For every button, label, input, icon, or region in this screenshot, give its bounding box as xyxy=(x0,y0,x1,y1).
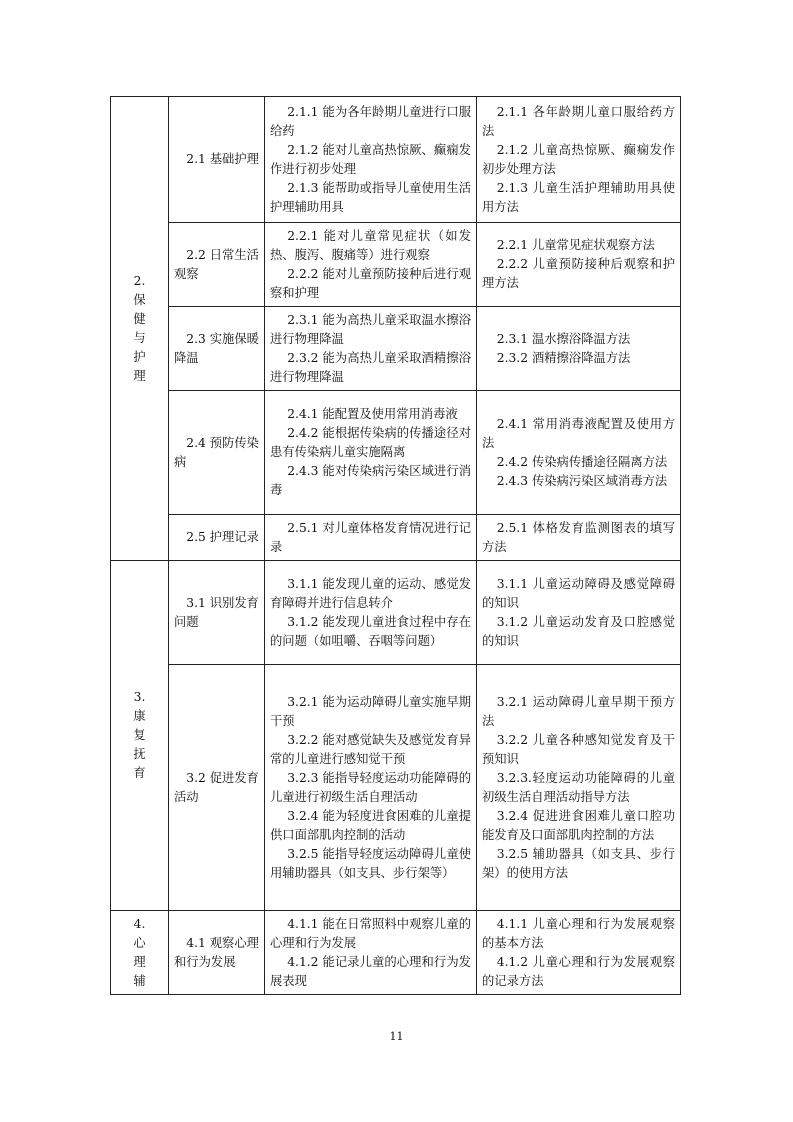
knowledge-item: 3.1.1 儿童运动障碍及感觉障碍的知识 xyxy=(482,576,675,610)
subtopic-cell xyxy=(169,391,265,515)
subtopic-label: 2.2 日常生活观察 xyxy=(174,247,259,281)
skill-item: 2.1.1 能为各年龄期儿童进行口服给药 xyxy=(270,104,471,138)
skill-item: 3.2.1 能为运动障碍儿童实施早期干预 xyxy=(270,694,471,728)
knowledge-item: 2.1.2 儿童高热惊厥、癫痫发作初步处理方法 xyxy=(482,142,675,176)
skill-item: 2.3.1 能为高热儿童采取温水擦浴进行物理降温 xyxy=(270,312,471,346)
table-row xyxy=(111,561,681,665)
knowledge-item: 2.4.1 常用消毒液配置及使用方法 xyxy=(482,416,675,450)
subtopic-label: 2.1 基础护理 xyxy=(186,152,259,166)
section-title-char: 健 xyxy=(133,311,146,326)
knowledge-item: 2.4.2 传染病传播途径隔离方法 xyxy=(496,454,668,469)
section-title-char: 心 xyxy=(133,935,146,950)
section-title-char: 辅 xyxy=(133,973,146,988)
subtopic-label: 2.4 预防传染病 xyxy=(174,435,259,469)
skill-item: 3.2.3 能指导轻度运动功能障碍的儿童进行初级生活自理活动 xyxy=(270,770,471,804)
table-row xyxy=(111,391,681,515)
knowledge-item: 3.2.2 儿童各种感知觉发育及干预知识 xyxy=(482,732,675,766)
knowledge-item: 2.4.3 传染病污染区域消毒方法 xyxy=(496,473,668,488)
skills-cell xyxy=(265,911,477,995)
knowledge-cell xyxy=(477,391,681,515)
skill-item: 2.4.2 能根据传染病的传播途径对患有传染病儿童实施隔离 xyxy=(270,426,471,459)
curriculum-table xyxy=(110,96,681,995)
subtopic-cell xyxy=(169,515,265,561)
knowledge-item: 3.1.2 儿童运动发育及口腔感觉的知识 xyxy=(482,614,675,648)
skill-item: 2.3.2 能为高热儿童采取酒精擦浴进行物理降温 xyxy=(270,350,471,384)
section-title-char: 护 xyxy=(133,349,146,364)
skills-cell xyxy=(265,307,477,391)
section-title-char: 与 xyxy=(133,330,146,345)
section-title-char: 复 xyxy=(133,728,146,742)
page-number: 11 xyxy=(389,1030,404,1043)
knowledge-item: 4.1.1 儿童心理和行为发展观察的基本方法 xyxy=(482,916,675,950)
table-row xyxy=(111,515,681,561)
table-row xyxy=(111,307,681,391)
subtopic-label: 4.1 观察心理和行为发展 xyxy=(174,935,259,969)
skill-item: 3.1.2 能发现儿童进食过程中存在的问题（如咀嚼、吞咽等问题） xyxy=(270,614,471,648)
knowledge-item: 2.3.1 温水擦浴降温方法 xyxy=(496,331,631,346)
subtopic-cell xyxy=(169,561,265,665)
section-title-char: 理 xyxy=(133,368,146,383)
section-number: 2. xyxy=(133,273,146,288)
skill-item: 2.5.1 对儿童体格发育情况进行记录 xyxy=(270,520,471,554)
knowledge-cell xyxy=(477,223,681,307)
knowledge-cell xyxy=(477,911,681,995)
knowledge-item: 4.1.2 儿童心理和行为发展观察的记录方法 xyxy=(482,954,675,988)
skills-cell xyxy=(265,665,477,911)
knowledge-item: 2.3.2 酒精擦浴降温方法 xyxy=(496,350,631,365)
knowledge-cell xyxy=(477,307,681,391)
subtopic-label: 2.5 护理记录 xyxy=(186,530,259,544)
knowledge-item: 2.1.1 各年龄期儿童口服给药方法 xyxy=(482,104,675,138)
skill-item: 3.2.5 能指导轻度运动障碍儿童使用辅助器具（如支具、步行架等） xyxy=(270,846,471,880)
section-title-char: 康 xyxy=(133,709,146,723)
skills-cell xyxy=(265,561,477,665)
skill-item: 2.4.3 能对传染病污染区域进行消毒 xyxy=(270,464,471,497)
knowledge-item: 3.2.5 辅助器具（如支具、步行架）的使用方法 xyxy=(482,846,675,880)
section-number: 3. xyxy=(133,690,146,704)
table-row xyxy=(111,223,681,307)
skills-cell xyxy=(265,515,477,561)
skills-cell xyxy=(265,223,477,307)
subtopic-cell xyxy=(169,665,265,911)
section-cell-3 xyxy=(111,561,169,911)
skill-item: 2.4.1 能配置及使用常用消毒液 xyxy=(287,407,458,421)
knowledge-item: 2.1.3 儿童生活护理辅助用具使用方法 xyxy=(482,180,675,214)
skills-cell xyxy=(265,97,477,223)
subtopic-cell xyxy=(169,223,265,307)
knowledge-item: 3.2.3.轻度运动功能障碍的儿童初级生活自理活动指导方法 xyxy=(482,770,675,804)
skill-item: 2.2.1 能对儿童常见症状（如发热、腹泻、腹痛等）进行观察 xyxy=(270,228,471,262)
subtopic-cell xyxy=(169,97,265,223)
section-title-char: 育 xyxy=(133,766,146,780)
knowledge-cell xyxy=(477,665,681,911)
skills-cell xyxy=(265,391,477,515)
section-title-char: 保 xyxy=(133,292,146,307)
knowledge-item: 2.2.2 儿童预防接种后观察和护理方法 xyxy=(482,257,675,290)
subtopic-label: 3.1 识别发育问题 xyxy=(174,595,259,629)
skill-item: 3.2.4 能为轻度进食困难的儿童提供口面部肌肉控制的活动 xyxy=(270,808,471,842)
table-row xyxy=(111,665,681,911)
knowledge-item: 2.2.1 儿童常见症状观察方法 xyxy=(496,238,655,252)
section-title-char: 抚 xyxy=(133,747,146,761)
subtopic-cell xyxy=(169,307,265,391)
knowledge-cell xyxy=(477,515,681,561)
subtopic-cell xyxy=(169,911,265,995)
section-cell-4 xyxy=(111,911,169,995)
subtopic-label: 3.2 促进发育活动 xyxy=(174,770,259,804)
section-title-char: 理 xyxy=(133,954,146,969)
table-row xyxy=(111,97,681,223)
subtopic-label: 2.3 实施保暖降温 xyxy=(174,331,259,365)
skill-item: 4.1.2 能记录儿童的心理和行为发展表现 xyxy=(270,954,471,988)
knowledge-item: 2.5.1 体格发育监测图表的填写方法 xyxy=(482,520,675,554)
skill-item: 3.1.1 能发现儿童的运动、感觉发育障碍并进行信息转介 xyxy=(270,576,471,610)
skill-item: 4.1.1 能在日常照料中观察儿童的心理和行为发展 xyxy=(270,916,471,950)
knowledge-item: 3.2.4 促进进食困难儿童口腔功能发育及口面部肌肉控制的方法 xyxy=(482,808,675,842)
skill-item: 2.1.3 能帮助或指导儿童使用生活护理辅助用具 xyxy=(270,180,471,214)
knowledge-item: 3.2.1 运动障碍儿童早期干预方法 xyxy=(482,694,675,728)
knowledge-cell xyxy=(477,97,681,223)
section-cell-2 xyxy=(111,97,169,561)
skill-item: 2.2.2 能对儿童预防接种后进行观察和护理 xyxy=(270,266,471,300)
skill-item: 2.1.2 能对儿童高热惊厥、癫痫发作进行初步处理 xyxy=(270,142,471,176)
knowledge-cell xyxy=(477,561,681,665)
table-row xyxy=(111,911,681,995)
skill-item: 3.2.2 能对感觉缺失及感觉发育异常的儿童进行感知觉干预 xyxy=(270,732,471,766)
section-number: 4. xyxy=(133,916,146,931)
